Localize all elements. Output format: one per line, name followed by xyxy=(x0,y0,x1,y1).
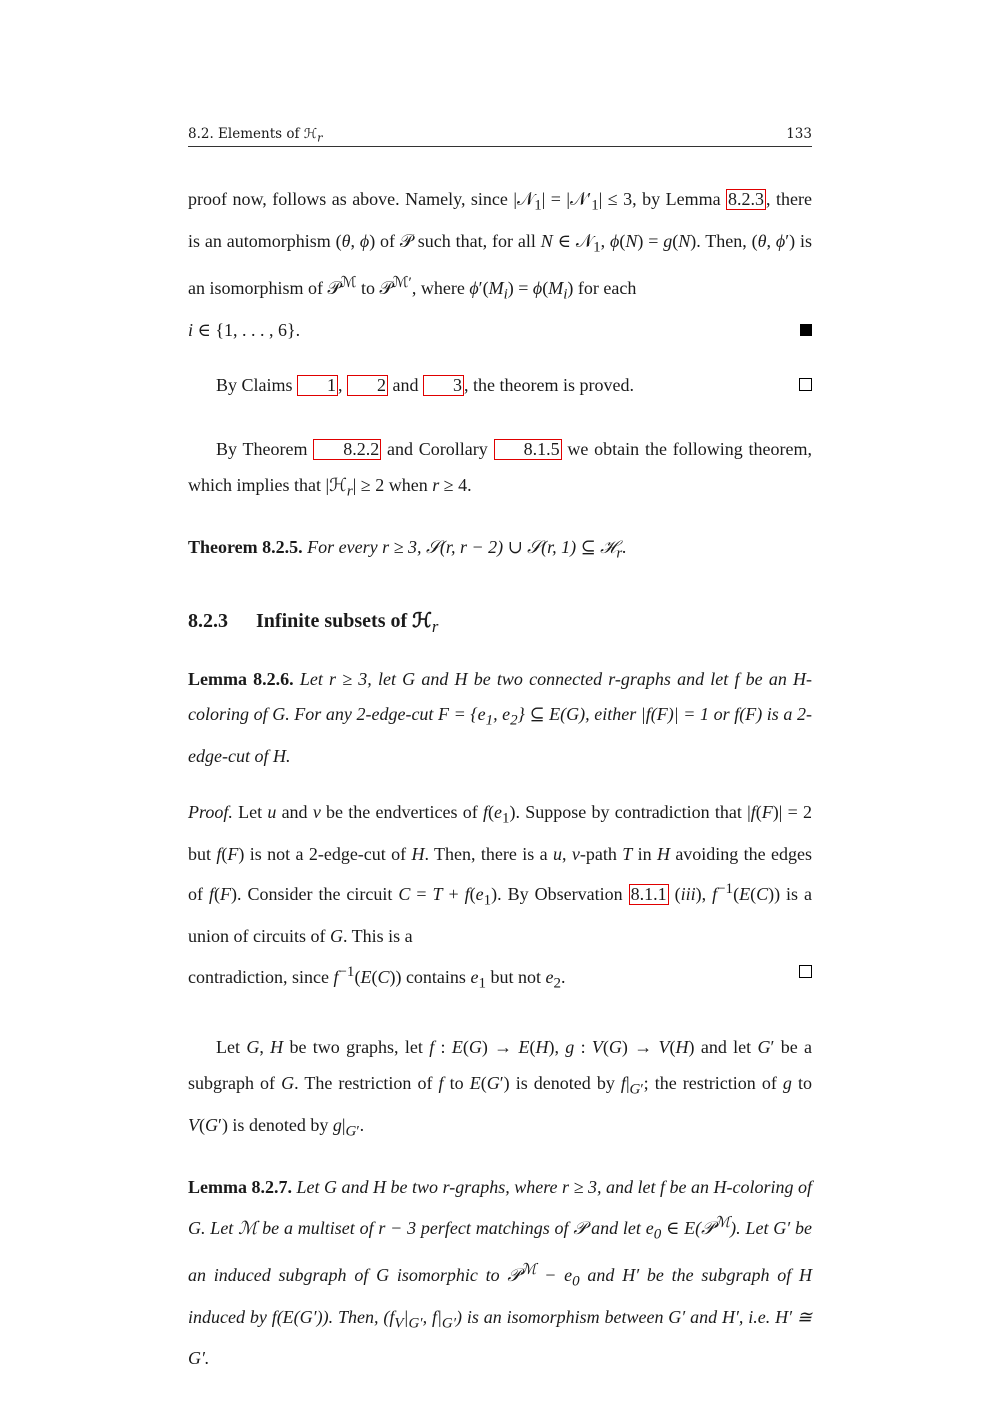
lemma-827-label: Lemma 8.2.7. xyxy=(188,1177,292,1198)
proof-label: Proof. xyxy=(188,802,233,823)
theorem-proof-conclusion: By Claims 1 , 2 and 3 , the theorem is proved. xyxy=(188,368,812,403)
page-number: 133 xyxy=(786,126,812,142)
header-section: 8.2. Elements of ℋ$_r$ xyxy=(188,126,323,145)
intro-paragraph: By Theorem 8.2.2 and Corollary 8.1.5 we obtain the following theorem, which implies that |ℋ$_r$| ≥ 2 when r ≥ 4. xyxy=(188,439,812,500)
ref-observation-8-1-1[interactable]: 8.1.1 xyxy=(630,884,667,905)
section-heading: 8.2.3 Infinite subsets of ℋ$_r$ xyxy=(188,610,439,637)
ref-claim-2[interactable]: 2 xyxy=(347,375,388,396)
qed-mark xyxy=(799,378,812,391)
ref-claim-3[interactable]: 3 xyxy=(423,375,464,396)
lemma-8-2-7: Lemma 8.2.7. Let G and H be two r-graphs, where r ≥ 3, and let f be an H-coloring of G. Let ℳ be a multiset of r − 3 perfect matchings of 𝒫 and let $e_0$ ∈ E(𝒫$^ℳ$). Let G′ be an induced subgraph of G isomorphic to 𝒫$^ℳ$ − $e_0$ and H′ be the subgraph of H induced by f(E(G′)). Then, ($f_V|_{G'}$, $f|_{G'}$) is an isomorphism between G′ and H′, i.e. H′ ≅ G′. xyxy=(188,1177,813,1369)
proof-qed-mark xyxy=(799,965,812,978)
ref-claim-1[interactable]: 1 xyxy=(297,375,338,396)
proof-qed-line: contradiction, since $f^{-1}(E(C))$ contains $e_1$ but not $e_2$. xyxy=(188,955,812,1002)
ref-theorem-8-2-2[interactable]: 8.2.2 xyxy=(313,439,381,460)
claim-proof-end: proof now, follows as above. Namely, since |𝒩$_1$| = $|𝒩'_1| \le 3$, by Lemma 8.2.3 , there is an automorphism (θ, ϕ) of 𝒫 such that, for all N ∈ 𝒩$_1$, ϕ(N) = g(N). Then, (θ, ϕ′) is an isomorphism of 𝒫$^ℳ$ to 𝒫$^{ℳ'}$, where $\phi'(M_i) = \phi(M_i)$ for each xyxy=(188,189,813,303)
claim-end-mark xyxy=(800,324,812,336)
lemma-826-label: Lemma 8.2.6. xyxy=(188,668,294,689)
restriction-paragraph: Let G, H be two graphs, let f : E(G) → E(H), g : V(G) → V(H) and let G′ be a subgraph of G. The restriction of f to E(G′) is denoted by $f|_{G'}$; the restriction of g to V(G′) is denoted by $g|_{G'}$. xyxy=(188,1037,813,1140)
ref-lemma-8-2-3[interactable]: 8.2.3 xyxy=(728,189,765,209)
lemma-8-2-6: Lemma 8.2.6. Let r ≥ 3, let G and H be two connected r-graphs and let f be an H-coloring of G. For any 2-edge-cut $F = \{e_1$, $e_2$} ⊆ E(G), either |f(F)| = 1 or f(F) is a 2-edge-cut of H. xyxy=(188,668,812,766)
ref-corollary-8-1-5[interactable]: 8.1.5 xyxy=(494,439,562,460)
theorem-8-2-5: Theorem 8.2.5. For every r ≥ 3, 𝒮(r, r − 2) ∪ 𝒮(r, 1) ⊆ ℋ$_r$. xyxy=(188,537,627,563)
page-body xyxy=(188,182,812,1377)
claim-qed-line: i ∈ {1, . . . , 6}. xyxy=(188,313,812,348)
theorem-label: Theorem 8.2.5. xyxy=(188,537,303,558)
proof-lemma-8-2-6: Proof. Let u and v be the endvertices of $f(e_1)$. Suppose by contradiction that |f(F)| = 2 but f(F) is not a 2-edge-cut of H. Then, there is a u, v-path T in H avoiding the edges of f(F). Consider the circuit $C = T + f(e_1)$. By Observation 8.1.1 (iii), $f^{-1}(E(C))$ is a union of circuits of G. This is a xyxy=(188,802,813,947)
running-header xyxy=(188,126,812,147)
